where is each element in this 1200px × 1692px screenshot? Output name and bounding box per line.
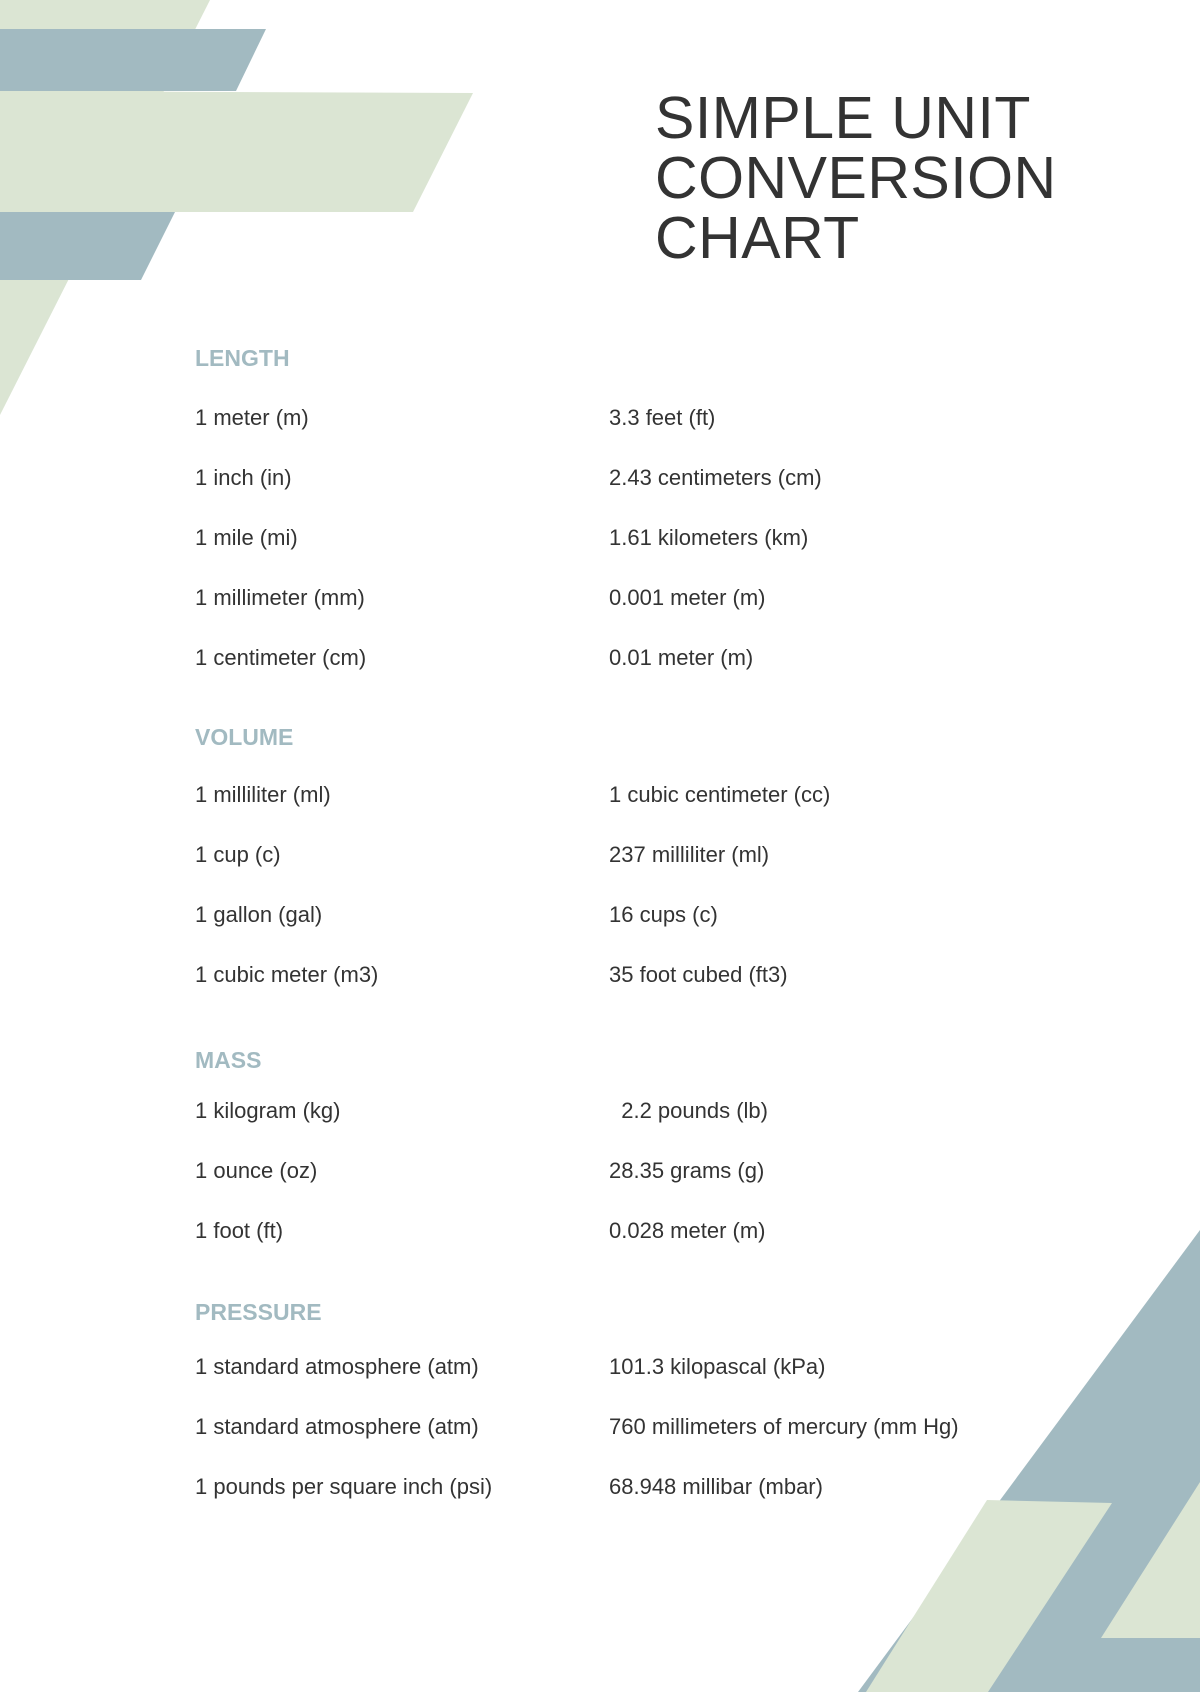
conversion-row [195, 404, 1095, 432]
sage-band-wide [0, 91, 473, 212]
title-line-3: CHART [655, 205, 860, 271]
from-unit: 1 ounce (oz) [195, 1158, 318, 1183]
from-unit: 1 pounds per square inch (psi) [195, 1474, 493, 1499]
conversion-row [195, 524, 1095, 552]
from-unit: 1 mile (mi) [195, 525, 298, 550]
from-unit: 1 cubic meter (m3) [195, 962, 379, 987]
title-line-2: CONVERSION [655, 145, 1057, 211]
conversion-row [195, 644, 1095, 672]
from-unit: 1 foot (ft) [195, 1218, 284, 1243]
to-unit: 0.028 meter (m) [609, 1218, 766, 1243]
to-unit: 237 milliliter (ml) [609, 842, 770, 867]
slate-band-top [0, 29, 266, 91]
conversion-row [195, 584, 1095, 612]
from-unit: 1 inch (in) [195, 465, 292, 490]
to-unit: 3.3 feet (ft) [609, 405, 716, 430]
from-unit: 1 gallon (gal) [195, 902, 323, 927]
to-unit: 760 millimeters of mercury (mm Hg) [609, 1414, 959, 1439]
to-unit: 1.61 kilometers (km) [609, 525, 809, 550]
conversion-row [195, 1157, 1095, 1185]
conversion-row [195, 781, 1095, 809]
section-heading-length: LENGTH [195, 345, 290, 371]
conversion-row [195, 464, 1095, 492]
conversion-row [195, 1097, 1095, 1125]
conversion-row [195, 1217, 1095, 1245]
section-heading-mass: MASS [195, 1047, 262, 1073]
conversion-row [195, 1353, 1095, 1381]
to-unit: 2.43 centimeters (cm) [609, 465, 822, 490]
to-unit: 101.3 kilopascal (kPa) [609, 1354, 826, 1379]
from-unit: 1 kilogram (kg) [195, 1098, 341, 1123]
from-unit: 1 cup (c) [195, 842, 281, 867]
to-unit: 0.001 meter (m) [609, 585, 766, 610]
title-line-1: SIMPLE UNIT [655, 85, 1031, 151]
conversion-row [195, 901, 1095, 929]
from-unit: 1 meter (m) [195, 405, 309, 430]
to-unit: 1 cubic centimeter (cc) [609, 782, 831, 807]
section-heading-pressure: PRESSURE [195, 1299, 322, 1325]
from-unit: 1 millimeter (mm) [195, 585, 365, 610]
conversion-row [195, 841, 1095, 869]
from-unit: 1 milliliter (ml) [195, 782, 331, 807]
to-unit: 2.2 pounds (lb) [609, 1098, 768, 1123]
page-title [655, 85, 1057, 271]
from-unit: 1 standard atmosphere (atm) [195, 1354, 479, 1379]
from-unit: 1 standard atmosphere (atm) [195, 1414, 479, 1439]
to-unit: 0.01 meter (m) [609, 645, 754, 670]
to-unit: 28.35 grams (g) [609, 1158, 765, 1183]
to-unit: 68.948 millibar (mbar) [609, 1474, 823, 1499]
conversion-row [195, 1473, 1095, 1501]
to-unit: 35 foot cubed (ft3) [609, 962, 788, 987]
to-unit: 16 cups (c) [609, 902, 718, 927]
conversion-row [195, 961, 1095, 989]
conversion-row [195, 1413, 1095, 1441]
from-unit: 1 centimeter (cm) [195, 645, 367, 670]
slate-band-bottom [0, 212, 175, 280]
section-heading-volume: VOLUME [195, 724, 294, 750]
